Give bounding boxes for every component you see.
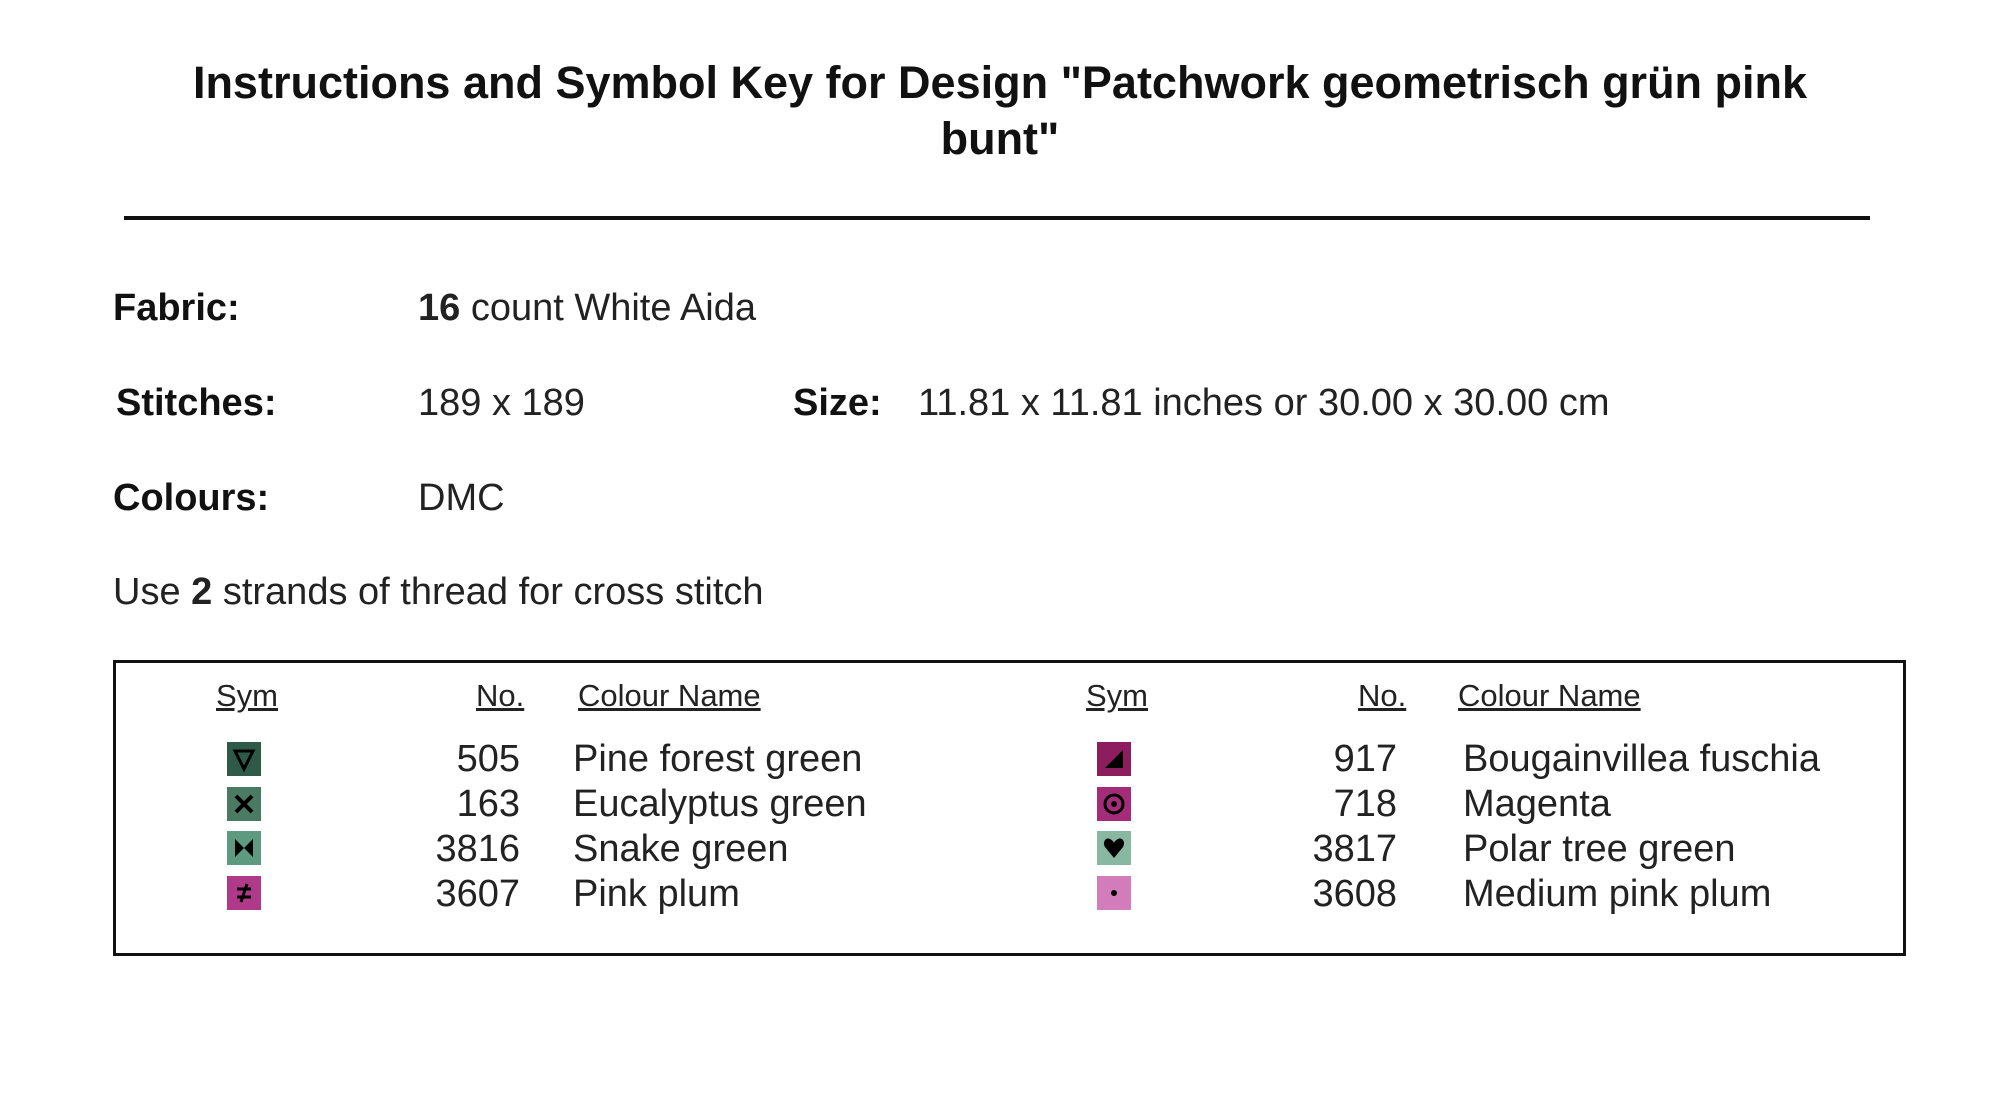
x-cross-icon (227, 787, 261, 821)
page-title: Instructions and Symbol Key for Design "Patchwork geometrisch grün pink bunt" (192, 57, 1808, 164)
size-value: 11.81 x 11.81 inches or 30.00 x 30.00 cm (918, 382, 1610, 424)
symbol-key-table (113, 660, 1906, 956)
left-row-2-no: 163 (456, 783, 520, 825)
right-row-2-no: 718 (1333, 783, 1397, 825)
left-row-1-name: Pine forest green (573, 738, 863, 780)
colours-value: DMC (418, 477, 505, 519)
not-equal-icon (227, 876, 261, 910)
colours-label: Colours: (113, 477, 270, 519)
dot-icon (1097, 876, 1131, 910)
left-row-3-name: Snake green (573, 828, 789, 870)
fabric-description: count White Aida (460, 287, 757, 329)
left-row-2-name: Eucalyptus green (573, 783, 867, 825)
header-name-right: Colour Name (1458, 678, 1641, 713)
bowtie-icon (227, 831, 261, 865)
right-row-1-name: Bougainvillea fuschia (1463, 738, 1821, 780)
left-row-1-no: 505 (456, 738, 520, 780)
fabric-value (418, 286, 756, 330)
stitches-value: 189 x 189 (418, 382, 585, 424)
strands-count: 2 (191, 571, 213, 613)
stitches-label: Stitches: (116, 382, 277, 424)
corner-triangle-icon (1097, 742, 1131, 776)
right-row-4-no: 3608 (1312, 873, 1397, 915)
strands-post: strands of thread for cross stitch (212, 571, 764, 613)
size-label: Size: (793, 382, 882, 424)
heart-icon (1097, 831, 1131, 865)
header-sym-left: Sym (216, 678, 278, 713)
strands-instruction (113, 570, 764, 614)
right-row-3-no: 3817 (1312, 828, 1397, 870)
circle-dot-icon (1097, 787, 1131, 821)
header-no-left: No. (476, 678, 525, 713)
left-row-3-no: 3816 (435, 828, 520, 870)
header-name-left: Colour Name (578, 678, 761, 713)
right-row-3-name: Polar tree green (1463, 828, 1736, 870)
header-no-right: No. (1358, 678, 1407, 713)
left-row-4-no: 3607 (435, 873, 520, 915)
strands-pre: Use (113, 571, 192, 613)
header-sym-right: Sym (1086, 678, 1148, 713)
right-row-4-name: Medium pink plum (1463, 873, 1772, 915)
right-row-1-no: 917 (1333, 738, 1397, 780)
triangle-down-icon (227, 742, 261, 776)
fabric-label: Fabric: (113, 287, 240, 329)
right-row-2-name: Magenta (1463, 783, 1611, 825)
left-row-4-name: Pink plum (573, 873, 740, 915)
title-divider (124, 216, 1870, 220)
fabric-count: 16 (418, 287, 461, 329)
